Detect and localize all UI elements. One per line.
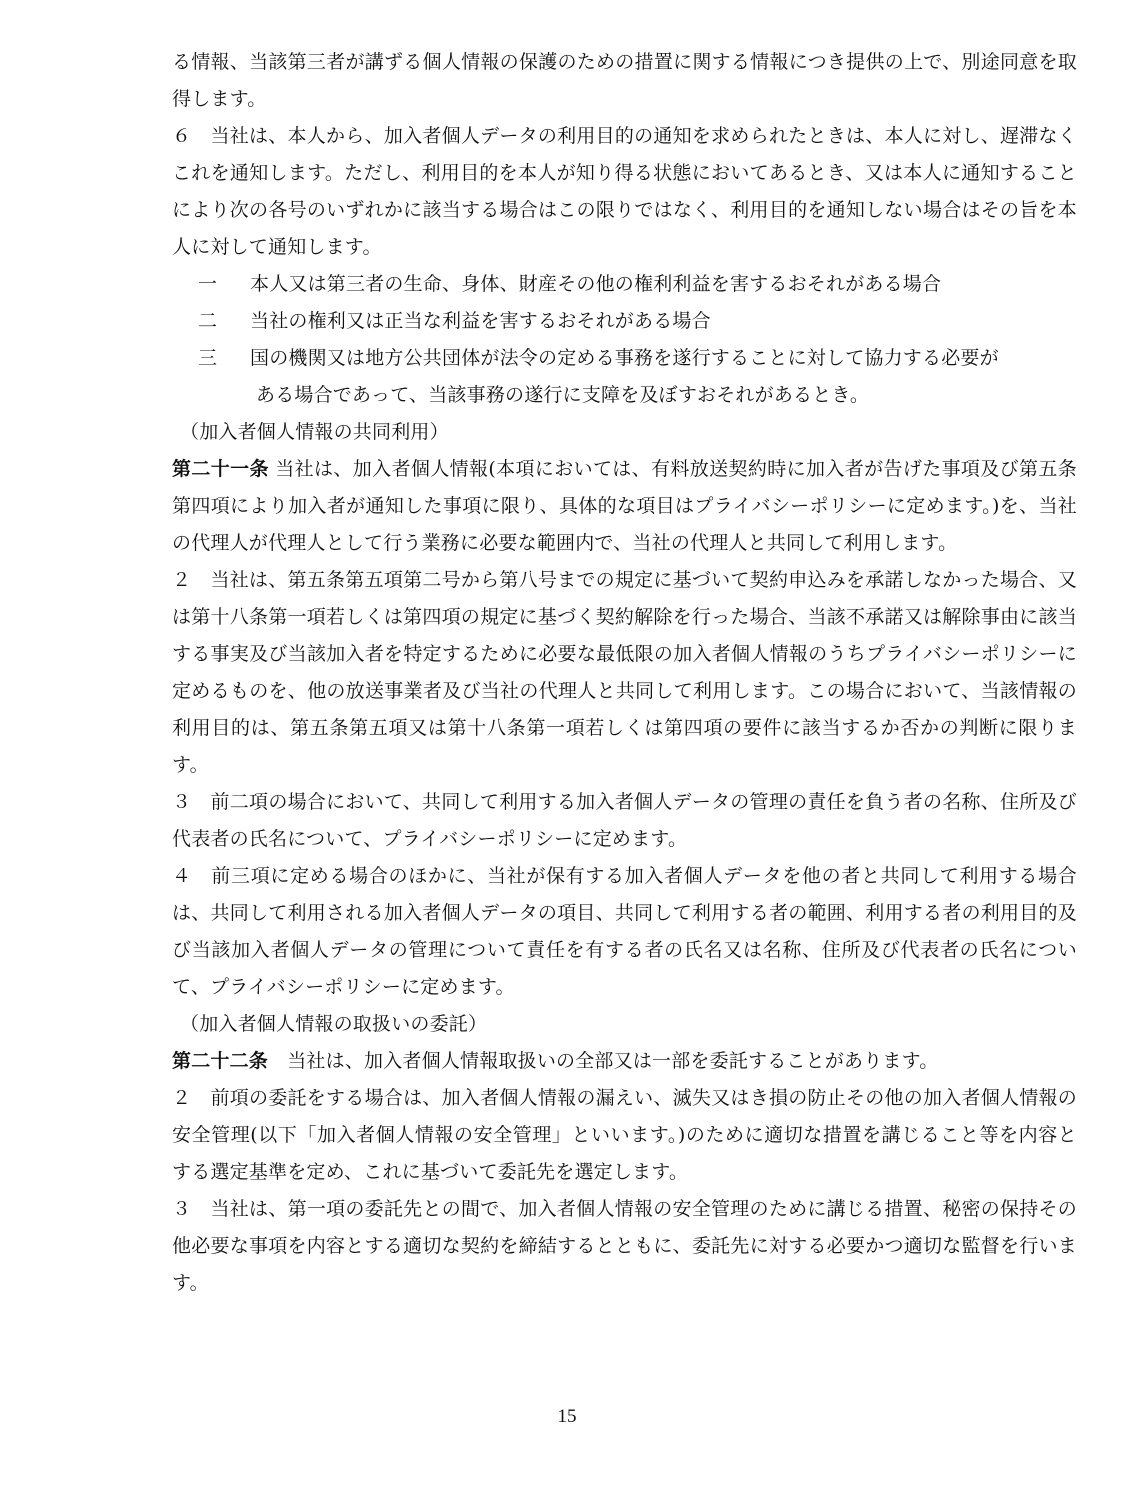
item-number: 二 — [198, 310, 218, 332]
paragraph-6: ６ 当社は、本人から、加入者個人データの利用目的の通知を求められたときは、本人に対し、遅滞なくこれを通知します。ただし、利用目的を本人が知り得る状態においてあるとき、又は本人に通知することにより次の各号のいずれかに該当する場合はこの限りではなく、利用目的を通知しない場合はその旨を本人に対して通知します。 — [172, 125, 1077, 258]
article-22-label: 第二十二条 — [172, 1050, 269, 1072]
article-22-paragraph-2: ２ 前項の委託をする場合は、加入者個人情報の漏えい、滅失又はき損の防止その他の加入者個人情報の安全管理(以下「加入者個人情報の安全管理」といいます。)のために適切な措置を講じること等を内容とする選定基準を定め、これに基づいて委託先を選定します。 — [172, 1087, 1077, 1183]
list-item — [172, 340, 1077, 414]
article-21-paragraph-1 — [172, 451, 1077, 562]
item-text-continuation: ある場合であって、当該事務の遂行に支障を及ぼすおそれがあるとき。 — [256, 384, 870, 406]
item-text-wrapper — [250, 340, 1077, 414]
item-text: 当社の権利又は正当な利益を害するおそれがある場合 — [250, 310, 711, 332]
article-22-paragraph-3: ３ 当社は、第一項の委託先との間で、加入者個人情報の安全管理のために講じる措置、秘密の保持その他必要な事項を内容とする適切な契約を締結するとともに、委託先に対する必要かつ適切な監督を行います。 — [172, 1198, 1077, 1294]
article-21-paragraph-3: ３ 前二項の場合において、共同して利用する加入者個人データの管理の責任を負う者の名称、住所及び代表者の氏名について、プライバシーポリシーに定めます。 — [172, 791, 1077, 850]
article-22-paragraph-1 — [172, 1043, 1077, 1080]
article-21-text: 当社は、加入者個人情報(本項においては、有料放送契約時に加入者が告げた事項及び第五条第四項により加入者が通知した事項に限り、具体的な項目はプライバシーポリシーに定めます。)を、当社の代理人が代理人として行う業務に必要な範囲内で、当社の代理人と共同して利用します。 — [172, 458, 1077, 554]
item-text: 本人又は第三者の生命、身体、財産その他の権利利益を害するおそれがある場合 — [250, 273, 942, 295]
item-number: 三 — [198, 347, 218, 369]
article-21-paragraph-2: ２ 当社は、第五条第五項第二号から第八号までの規定に基づいて契約申込みを承諾しなかった場合、又は第十八条第一項若しくは第四項の規定に基づく契約解除を行った場合、当該不承諾又は解除事由に該当する事実及び当該加入者を特定するために必要な最低限の加入者個人情報のうちプライバシーポリシーに定めるものを、他の放送事業者及び当社の代理人と共同して利用します。この場合において、当該情報の利用目的は、第五条第五項又は第十八条第一項若しくは第四項の要件に該当するか否かの判断に限ります。 — [172, 569, 1077, 776]
page-number: 15 — [557, 1406, 577, 1427]
article-21-caption: （加入者個人情報の共同利用） — [180, 421, 449, 443]
item-number: 一 — [198, 273, 218, 295]
document-body — [172, 44, 1077, 1302]
article-21-paragraph-4: ４ 前三項に定める場合のほかに、当社が保有する加入者個人データを他の者と共同して利用する場合は、共同して利用される加入者個人データの項目、共同して利用する者の範囲、利用する者の利用目的及び当該加入者個人データの管理について責任を有する者の氏名又は名称、住所及び代表者の氏名について、プライバシーポリシーに定めます。 — [172, 865, 1077, 998]
item-text: 国の機関又は地方公共団体が法令の定める事務を遂行することに対して協力する必要が — [250, 347, 999, 369]
list-item — [172, 303, 1077, 340]
article-22-caption: （加入者個人情報の取扱いの委託） — [180, 1013, 488, 1035]
list-item — [172, 266, 1077, 303]
article-21-label: 第二十一条 — [172, 458, 269, 480]
article-22-text: 当社は、加入者個人情報取扱いの全部又は一部を委託することがあります。 — [287, 1050, 939, 1072]
paragraph-continuation: る情報、当該第三者が講ずる個人情報の保護のための措置に関する情報につき提供の上で、別途同意を取得します。 — [172, 51, 1077, 110]
